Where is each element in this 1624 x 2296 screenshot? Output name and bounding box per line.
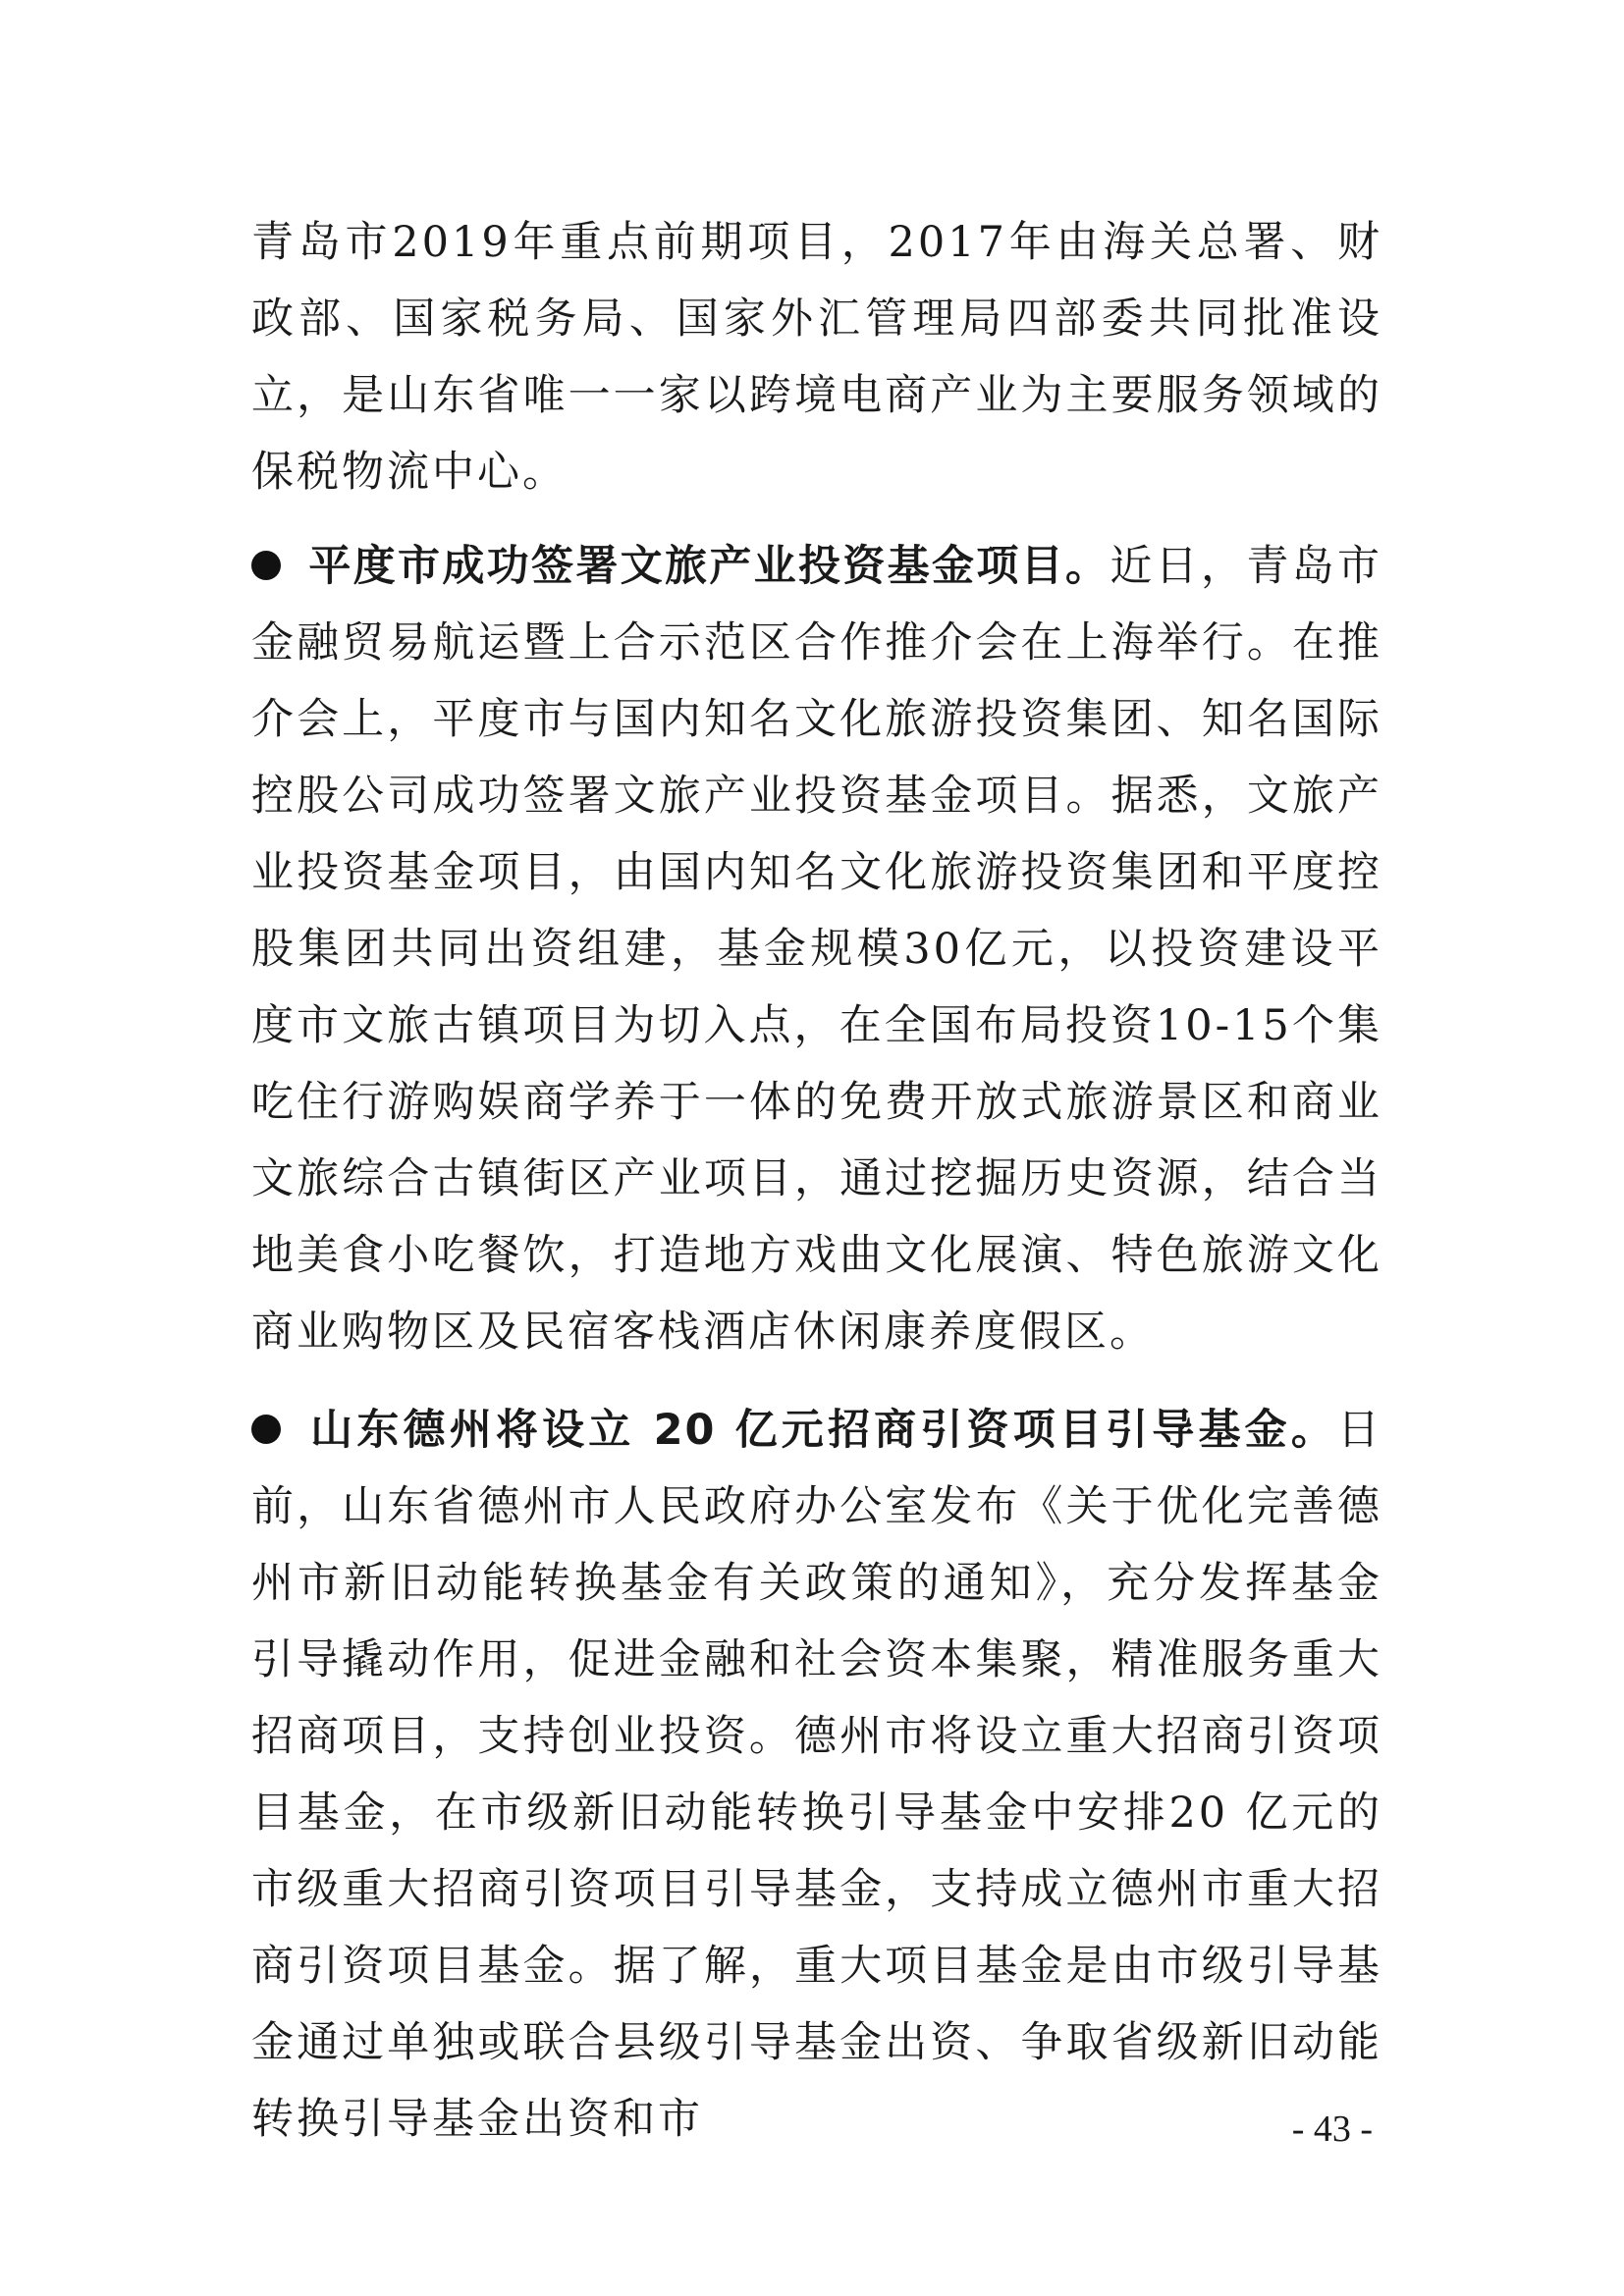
news-item-pingdu: [251, 528, 1382, 1370]
news-headline: 山东德州将设立 20 亿元招商引资项目引导基金。: [308, 1406, 1337, 1455]
paragraph-text: 青岛市2019年重点前期项目，2017年由海关总署、财政部、国家税务局、国家外汇管理局四部委共同批准设立，是山东省唯一一家以跨境电商产业为主要服务领域的保税物流中心。: [251, 218, 1382, 497]
paragraph-continuation: [251, 204, 1382, 510]
news-item-dezhou: [251, 1392, 1382, 2158]
bullet-icon: [251, 551, 281, 580]
news-body: 日前，山东省德州市人民政府办公室发布《关于优化完善德州市新旧动能转换基金有关政策的通知》，充分发挥基金引导撬动作用，促进金融和社会资本集聚，精准服务重大招商项目，支持创业投资。德州市将设立重大招商引资项目基金，在市级新旧动能转换引导基金中安排20 亿元的市级重大招商引资项目引导基金，支持成立德州市重大招商引资项目基金。据了解，重大项目基金是由市级引导基金通过单独或联合县级引导基金出资、争取省级新旧动能转换引导基金出资和市: [251, 1406, 1382, 2144]
news-body: 近日，青岛市金融贸易航运暨上合示范区合作推介会在上海举行。在推介会上，平度市与国内知名文化旅游投资集团、知名国际控股公司成功签署文旅产业投资基金项目。据悉，文旅产业投资基金项目，由国内知名文化旅游投资集团和平度控股集团共同出资组建，基金规模30亿元，以投资建设平度市文旅古镇项目为切入点，在全国布局投资10-15个集吃住行游购娱商学养于一体的免费开放式旅游景区和商业文旅综合古镇街区产业项目，通过挖掘历史资源，结合当地美食小吃餐饮，打造地方戏曲文化展演、特色旅游文化商业购物区及民宿客栈酒店休闲康养度假区。: [251, 542, 1383, 1357]
page-number: - 43 -: [1291, 2109, 1373, 2150]
bullet-icon: [251, 1415, 281, 1444]
news-headline: 平度市成功签署文旅产业投资基金项目。: [308, 542, 1110, 591]
